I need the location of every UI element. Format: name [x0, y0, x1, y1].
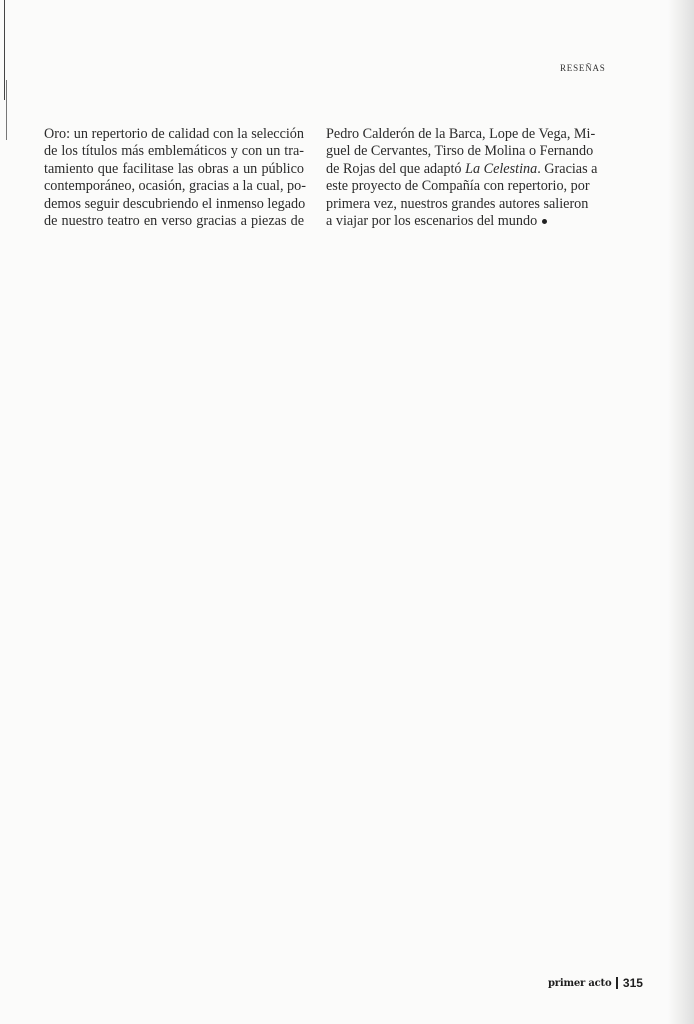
text-line: contemporáneo, ocasión, gracias a la cual, po-	[44, 178, 306, 195]
page-number: 315	[622, 976, 643, 990]
scan-edge-line	[6, 80, 7, 140]
magazine-name: primer acto	[548, 977, 612, 989]
text-segment: a viajar por los escenarios del mundo	[326, 213, 538, 230]
left-text-column	[44, 126, 304, 230]
text-line	[326, 160, 598, 178]
section-running-head: RESEÑAS	[560, 63, 606, 73]
page-gutter-shadow	[668, 0, 694, 1024]
scan-edge-line	[4, 0, 5, 100]
right-text-column	[326, 126, 598, 230]
text-line-final	[326, 213, 586, 230]
text-line: de nuestro teatro en verso gracias a piezas de	[44, 213, 304, 230]
book-title: La Celestina	[465, 160, 538, 177]
text-segment: de Rojas del que adaptó	[326, 160, 466, 177]
text-line: Pedro Calderón de la Barca, Lope de Vega, Mi-	[326, 126, 596, 142]
text-line: primera vez, nuestros grandes autores salieron	[326, 195, 589, 212]
text-line: guel de Cervantes, Tirso de Molina o Fernando	[326, 143, 594, 160]
page-footer	[548, 976, 643, 990]
text-line: tamiento que facilitase las obras a un público	[44, 160, 304, 177]
text-segment: . Gracias a	[537, 160, 598, 177]
text-line: Oro: un repertorio de calidad con la selección	[44, 126, 304, 142]
footer-divider	[616, 977, 618, 989]
text-line: de los títulos más emblemáticos y con un tra-	[44, 143, 304, 160]
text-line: demos seguir descubriendo el inmenso legado	[44, 195, 306, 212]
end-of-article-bullet-icon	[542, 219, 547, 224]
text-line: este proyecto de Compañía con repertorio, por	[326, 178, 590, 195]
